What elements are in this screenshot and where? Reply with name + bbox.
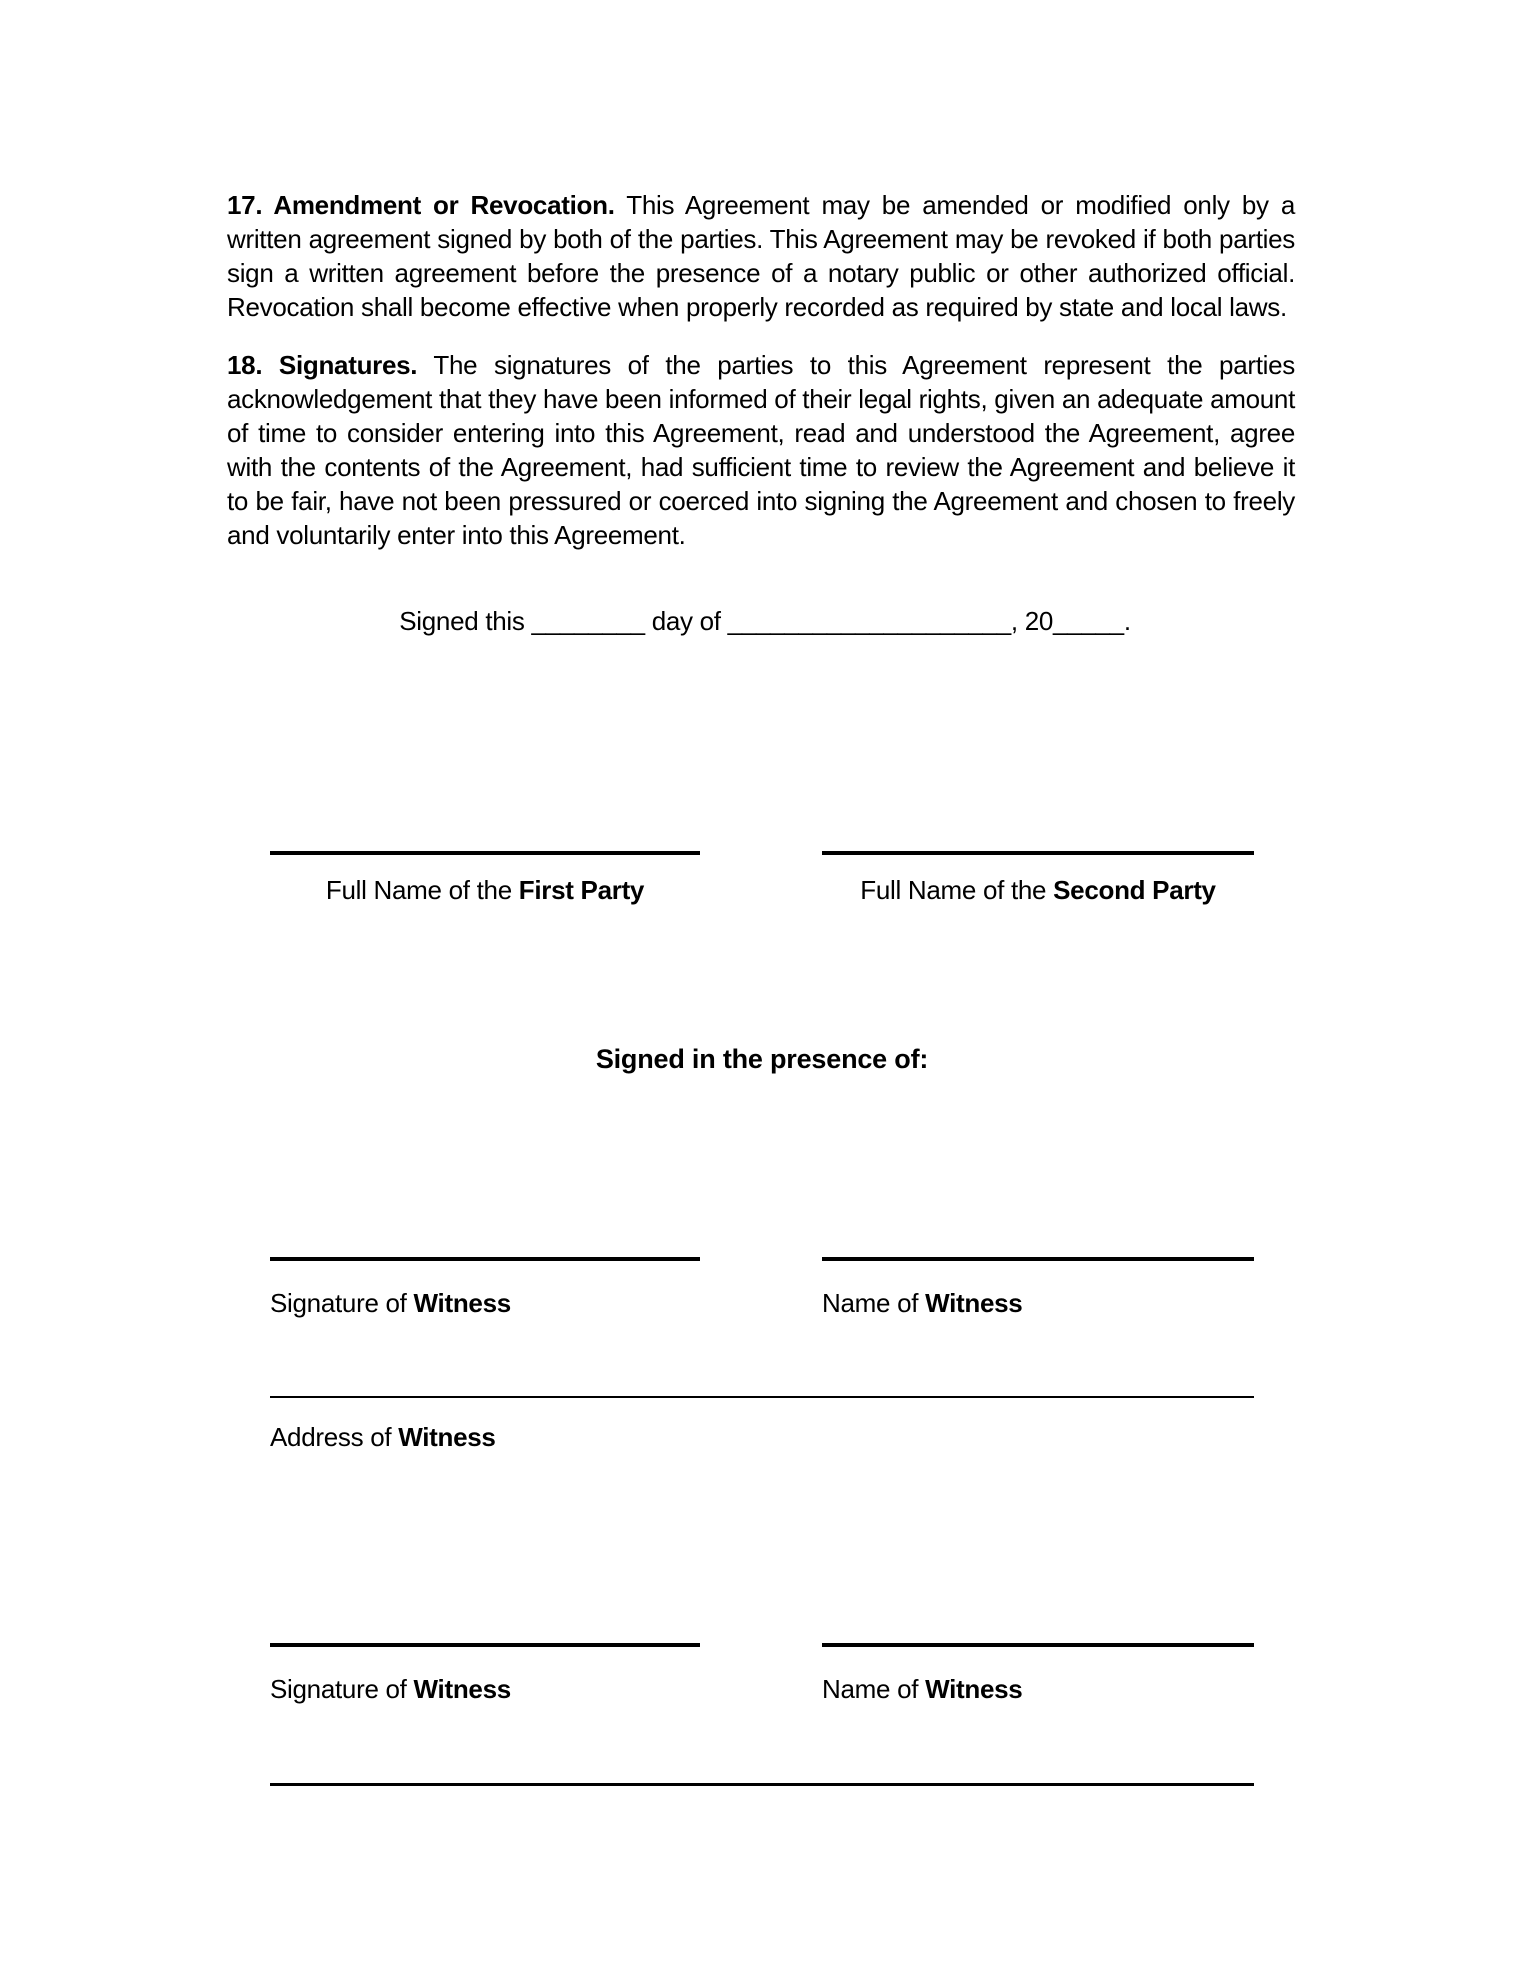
section-18-body: The signatures of the parties to this Agreement represent the parties acknowledgement that they have been informed of their legal rights, given an adequate amount of time to consider entering into this Agreement, read and understood the Agreement, agree with the contents of the Agreement, had sufficient time to review the Agreement and believe it to be fair, have not been pressured or coerced into signing the Agreement and chosen to freely and voluntarily enter into this Agreement. [227, 350, 1296, 550]
witness1-signature-label-bold: Witness [413, 1288, 511, 1318]
witness1-name-label-bold: Witness [925, 1288, 1023, 1318]
section-17-body: This Agreement may be amended or modified only by a written agreement signed by both of the parties. This Agreement may be revoked if both parties sign a written agreement before the presence of a notary public or other authorized official. Revocation shall become effective when properly recorded as required by state and local laws. [227, 190, 1295, 322]
bottom-rule-line [270, 1783, 1254, 1786]
section-18-heading: 18. Signatures. [227, 350, 418, 380]
witness-address-label-prefix: Address of [270, 1422, 399, 1452]
section-18-paragraph [227, 348, 1295, 552]
witness2-signature-label-bold: Witness [413, 1674, 511, 1704]
witness1-name-line [822, 1257, 1254, 1261]
witness1-name-label-prefix: Name of [822, 1288, 926, 1318]
paragraph-block [227, 188, 1295, 552]
witness-address-label [270, 1421, 496, 1453]
witness2-signature-line [270, 1643, 700, 1647]
witness1-signature-label-prefix: Signature of [270, 1288, 414, 1318]
witness2-signature-label [270, 1673, 700, 1705]
presence-heading: Signed in the presence of: [595, 1044, 929, 1074]
witness2-name-label [822, 1673, 1254, 1705]
signed-date-line: Signed this ________ day of ____________________, 20_____. [399, 606, 1131, 636]
second-party-label-prefix: Full Name of the [860, 875, 1054, 905]
witness2-name-line [822, 1643, 1254, 1647]
section-17-paragraph [227, 188, 1295, 324]
section-17-heading: 17. Amendment or Revocation. [227, 190, 615, 220]
witness2-name-label-bold: Witness [925, 1674, 1023, 1704]
witness-address-line [270, 1396, 1254, 1398]
first-party-signature-line [270, 851, 700, 855]
witness2-signature-label-prefix: Signature of [270, 1674, 414, 1704]
witness-address-label-bold: Witness [398, 1422, 496, 1452]
first-party-label-prefix: Full Name of the [325, 875, 519, 905]
second-party-name-label [822, 874, 1254, 906]
second-party-label-bold: Second Party [1053, 875, 1216, 905]
first-party-name-label [270, 874, 700, 906]
witness1-signature-label [270, 1287, 700, 1319]
first-party-label-bold: First Party [518, 875, 645, 905]
second-party-signature-line [822, 851, 1254, 855]
witness1-name-label [822, 1287, 1254, 1319]
witness2-name-label-prefix: Name of [822, 1674, 926, 1704]
witness1-signature-line [270, 1257, 700, 1261]
